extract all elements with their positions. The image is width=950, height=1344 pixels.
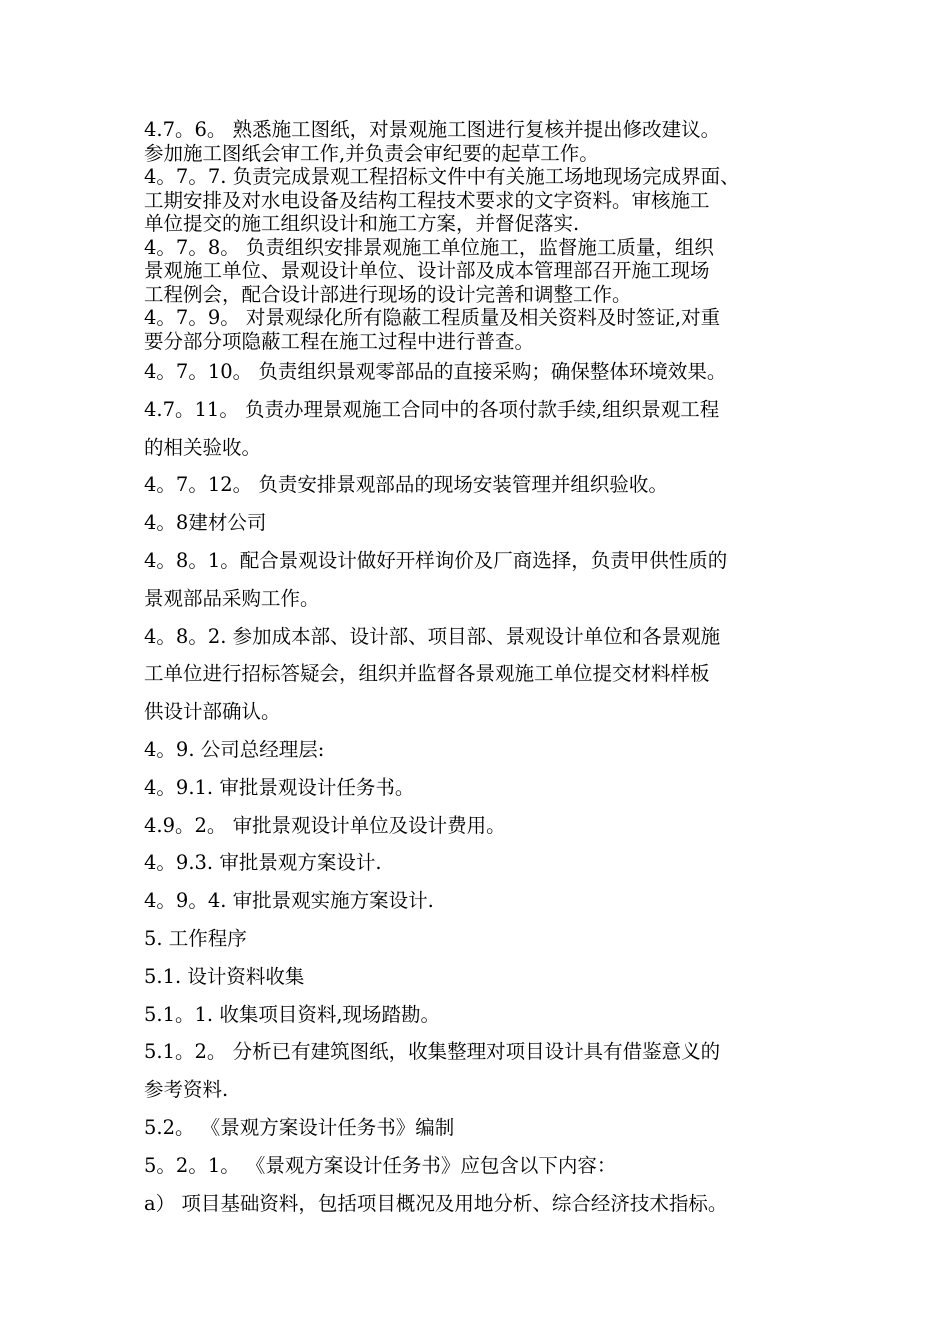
text-line: 4。8。2. 参加成本部、设计部、项目部、景观设计单位和各景观施 [144, 624, 721, 648]
section-heading: 4。8建材公司 [144, 511, 267, 535]
text-line: 工单位进行招标答疑会，组织并监督各景观施工单位提交材料样板 [144, 662, 710, 686]
section-heading: 5.1. 设计资料收集 [144, 964, 305, 988]
text-line: 5.1。2。 分析已有建筑图纸，收集整理对项目设计具有借鉴意义的 [144, 1040, 721, 1064]
text-line: 4。8。1。配合景观设计做好开样询价及厂商选择，负责甲供性质的 [144, 548, 728, 572]
section-heading: 5.2。 《景观方案设计任务书》编制 [144, 1115, 455, 1139]
text-line: 4.7。6。 熟悉施工图纸，对景观施工图进行复核并提出修改建议。 [144, 118, 721, 141]
text-line: 工期安排及对水电设备及结构工程技术要求的文字资料。审核施工 [144, 188, 710, 212]
text-line: 4。7。9。 对景观绿化所有隐蔽工程质量及相关资料及时签证,对重 [144, 306, 721, 329]
text-line: 4.7。11。 负责办理景观施工合同中的各项付款手续,组织景观工程 [144, 397, 720, 421]
text-line: 供设计部确认。 [144, 700, 281, 724]
text-line: 参加施工图纸会审工作,并负责会审纪要的起草工作。 [144, 141, 599, 165]
list-item: a） 项目基础资料，包括项目概况及用地分析、综合经济技术指标。 [144, 1191, 728, 1215]
section-heading: 4。9. 公司总经理层: [144, 737, 325, 761]
text-line: 景观部品采购工作。 [144, 586, 320, 610]
dense-paragraph-block [144, 118, 816, 353]
text-line: 5。2。1。 《景观方案设计任务书》应包含以下内容： [144, 1153, 617, 1177]
text-line: 4。9。4. 审批景观实施方案设计. [144, 889, 434, 913]
text-line: 4。7。8。 负责组织安排景观施工单位施工，监督施工质量，组织 [144, 235, 714, 259]
text-line: 参考资料. [144, 1078, 229, 1102]
text-line: 工程例会，配合设计部进行现场的设计完善和调整工作。 [144, 282, 632, 306]
document-body [144, 118, 816, 1222]
text-line: 单位提交的施工组织设计和施工方案，并督促落实. [144, 212, 580, 235]
text-line: 4。9.3. 审批景观方案设计. [144, 851, 382, 875]
spaced-paragraph-block [144, 353, 816, 1222]
text-line: 要分部分项隐蔽工程在施工过程中进行普查。 [144, 329, 535, 353]
text-line: 4。7。12。 负责安排景观部品的现场安装管理并组织验收。 [144, 473, 668, 497]
text-line: 4.9。2。 审批景观设计单位及设计费用。 [144, 813, 506, 837]
text-line: 4。7。7. 负责完成景观工程招标文件中有关施工场地现场完成界面、 [144, 165, 740, 188]
text-line: 5.1。1. 收集项目资料,现场踏勘。 [144, 1002, 441, 1026]
text-line: 4。9.1. 审批景观设计任务书。 [144, 775, 415, 799]
text-line: 4。7。10。 负责组织景观零部品的直接采购；确保整体环境效果。 [144, 360, 727, 383]
section-heading: 5. 工作程序 [144, 926, 247, 950]
text-line: 的相关验收。 [144, 435, 262, 459]
text-line: 景观施工单位、景观设计单位、设计部及成本管理部召开施工现场 [144, 259, 710, 282]
